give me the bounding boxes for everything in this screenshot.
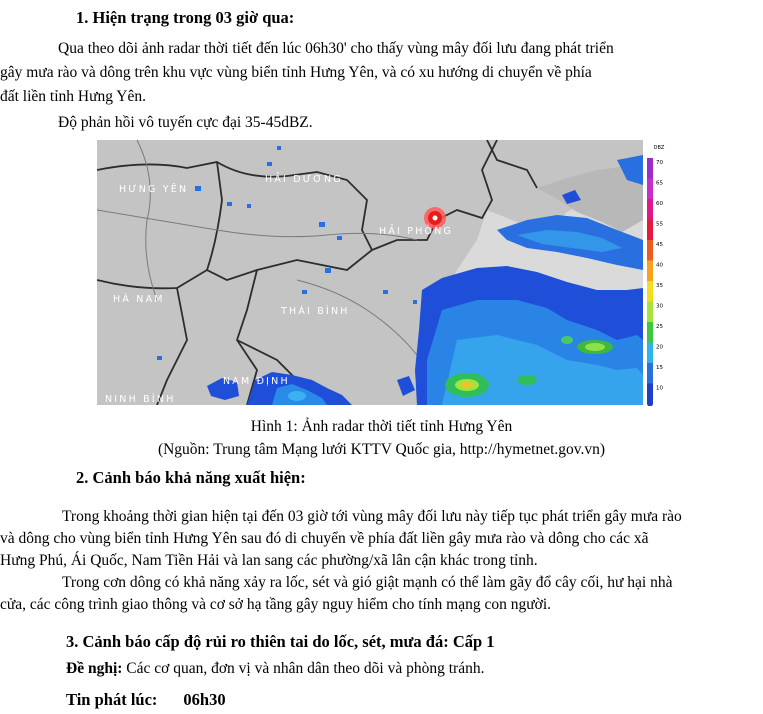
radar-map-image — [97, 140, 643, 405]
section1-para-line: đất liền tỉnh Hưng Yên. — [0, 88, 147, 105]
scale-tick-label: 45 — [656, 242, 663, 248]
scale-tick-label: 35 — [656, 283, 663, 289]
scale-arrow — [647, 404, 653, 406]
issued-time: 06h30 — [183, 690, 226, 709]
scale-tick-label: 70 — [656, 160, 663, 166]
section2-para-line: Hưng Phú, Ái Quốc, Nam Tiền Hải và lan sang các phường/xã lân cận khác trong tỉnh. — [0, 552, 538, 569]
scale-segment — [647, 363, 653, 384]
scale-segment — [647, 261, 653, 282]
scale-tick-label: 60 — [656, 201, 663, 207]
scale-tick-label: 40 — [656, 262, 663, 269]
scale-segment — [647, 281, 653, 302]
scale-segment — [647, 302, 653, 323]
recommend-label: Đề nghị: — [66, 660, 123, 677]
issued-label: Tin phát lúc: — [66, 690, 158, 709]
section1-para-line: Qua theo dõi ảnh radar thời tiết đến lúc 06h30' cho thấy vùng mây đối lưu đang phát triển — [58, 40, 614, 57]
section2-para-line: và dông cho vùng biển tỉnh Hưng Yên sau đó di chuyển về phía đất liền gây mưa rào và dông cho các xã — [0, 530, 649, 547]
scale-segment — [647, 322, 653, 343]
section3-heading: 3. Cảnh báo cấp độ rủi ro thiên tai do lốc, sét, mưa đá: Cấp 1 — [66, 632, 495, 651]
issued-row — [66, 690, 226, 710]
scale-tick-label: 25 — [656, 324, 663, 330]
section1-heading: 1. Hiện trạng trong 03 giờ qua: — [76, 8, 295, 27]
reflectivity-text: Độ phản hồi vô tuyến cực đại 35-45dBZ. — [58, 114, 313, 131]
section2-para-line: Trong cơn dông có khả năng xảy ra lốc, sét và gió giật mạnh có thể làm gãy đổ cây cối, hư hại nhà — [62, 574, 673, 591]
scale-tick-label: 65 — [656, 180, 663, 187]
section2-heading: 2. Cảnh báo khả năng xuất hiện: — [76, 468, 306, 487]
scale-segment — [647, 343, 653, 364]
scale-segment — [647, 158, 653, 179]
scale-tick-label: 30 — [656, 303, 663, 310]
map-label-ninh-binh: NINH BÌNH — [105, 394, 176, 405]
map-label-nam-dinh: NAM ĐỊNH — [223, 376, 290, 387]
map-label-thai-binh: THÁI BÌNH — [281, 306, 350, 317]
map-label-hai-duong: HẢI DƯƠNG — [265, 174, 343, 185]
section2-para-line: cửa, các công trình giao thông và cơ sở hạ tầng gây nguy hiểm cho tính mạng con người. — [0, 596, 552, 613]
scale-segment — [647, 179, 653, 200]
map-label-hung-yen: HƯNG YÊN — [119, 184, 189, 195]
scale-segment — [647, 240, 653, 261]
recommend-text: Các cơ quan, đơn vị và nhân dân theo dõi và phòng tránh. — [122, 660, 485, 677]
map-label-hai-phong: HẢI PHÒNG — [379, 226, 454, 237]
scale-segment — [647, 199, 653, 220]
scale-unit: DBZ — [653, 145, 665, 151]
scale-segment — [647, 384, 653, 405]
scale-tick-label: 15 — [656, 365, 663, 371]
map-label-ha-nam: HÀ NAM — [113, 294, 165, 305]
scale-segment — [647, 220, 653, 241]
section1-para-line: gây mưa rào và dông trên khu vực vùng biển tỉnh Hưng Yên, và có xu hướng di chuyển về phía — [0, 64, 592, 81]
scale-tick-label: 10 — [656, 385, 663, 392]
dbz-color-scale — [645, 140, 673, 406]
scale-tick-label: 20 — [656, 344, 663, 351]
scale-tick-label: 55 — [656, 221, 663, 228]
figure-caption: Hình 1: Ảnh radar thời tiết tỉnh Hưng Yên — [250, 418, 513, 435]
figure-source: (Nguồn: Trung tâm Mạng lưới KTTV Quốc gia, http://hymetnet.gov.vn) — [157, 441, 606, 458]
recommendation — [66, 660, 484, 678]
section2-para-line: Trong khoảng thời gian hiện tại đến 03 giờ tới vùng mây đối lưu này tiếp tục phát triển gây mưa rào — [62, 508, 682, 525]
